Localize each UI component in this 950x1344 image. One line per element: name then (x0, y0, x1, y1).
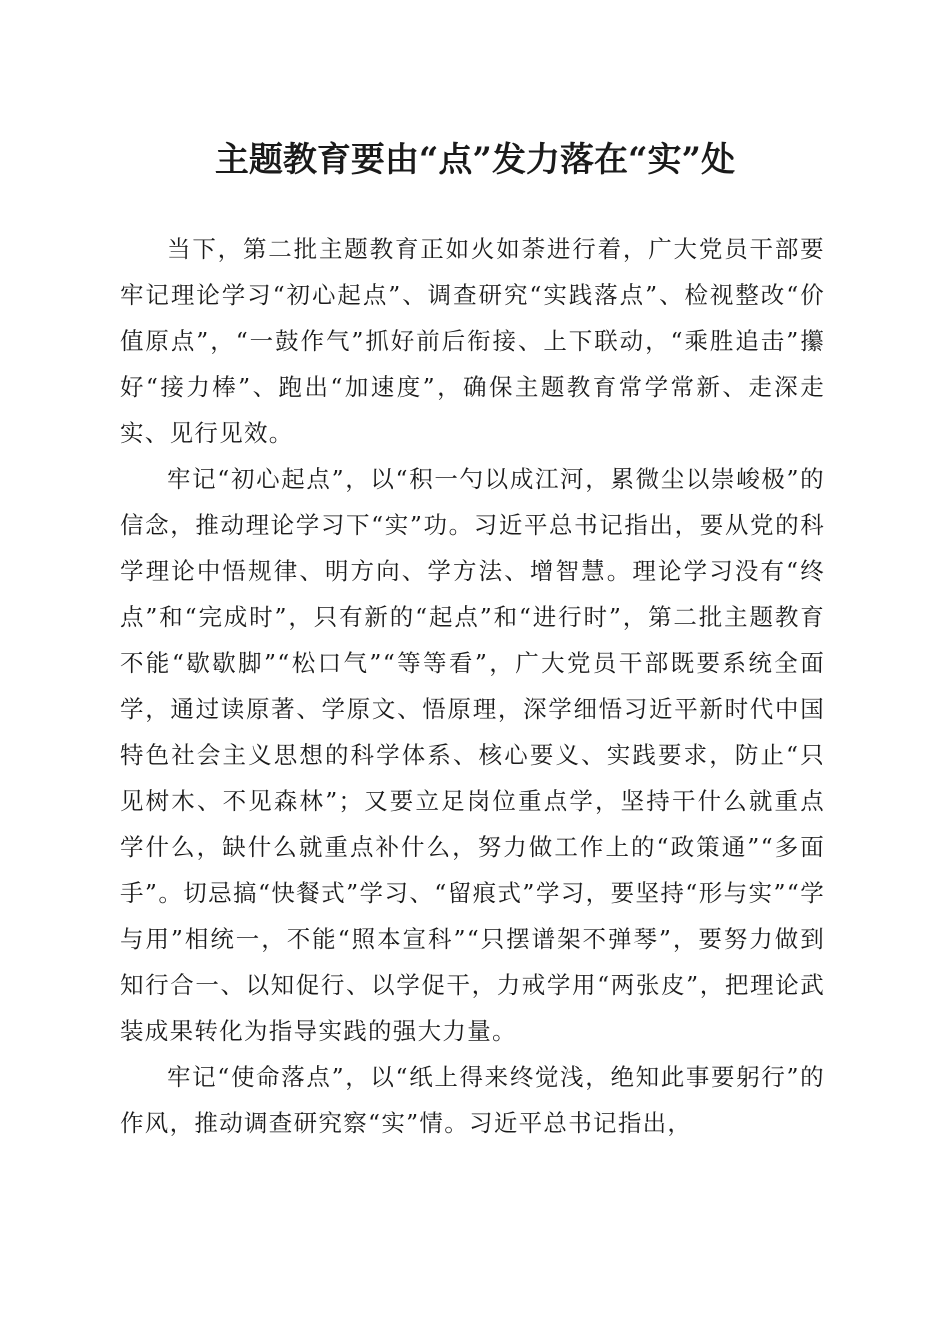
document-body (120, 226, 825, 1146)
paragraph-intro: 当下，第二批主题教育正如火如荼进行着，广大党员干部要牢记理论学习“初心起点”、调查研究“实践落点”、检视整改“价值原点”，“一鼓作气”抓好前后衔接、上下联动，“乘胜追击”攥好“接力棒”、跑出“加速度”，确保主题教育常学常新、走深走实、见行见效。 (120, 235, 825, 447)
paragraph-theory-study: 牢记“初心起点”，以“积一勺以成江河，累微尘以崇峻极”的信念，推动理论学习下“实”功。习近平总书记指出，要从党的科学理论中悟规律、明方向、学方法、增智慧。理论学习没有“终点”和“完成时”，只有新的“起点”和“进行时”，第二批主题教育不能“歇歇脚”“松口气”“等等看”，广大党员干部既要系统全面学，通过读原著、学原文、悟原理，深学细悟习近平新时代中国特色社会主义思想的科学体系、核心要义、实践要求，防止“只见树木、不见森林”；又要立足岗位重点学，坚持干什么就重点学什么，缺什么就重点补什么，努力做工作上的“政策通”“多面手”。切忌搞“快餐式”学习、“留痕式”学习，要坚持“形与实”“学与用”相统一，不能“照本宣科”“只摆谱架不弹琴”，要努力做到知行合一、以知促行、以学促干，力戒学用“两张皮”，把理论武装成果转化为指导实践的强大力量。 (120, 465, 825, 1045)
paragraph-investigation: 牢记“使命落点”，以“纸上得来终觉浅，绝知此事要躬行”的作风，推动调查研究察“实”情。习近平总书记指出， (120, 1063, 825, 1137)
document-title: 主题教育要由“点”发力落在“实”处 (214, 140, 736, 180)
